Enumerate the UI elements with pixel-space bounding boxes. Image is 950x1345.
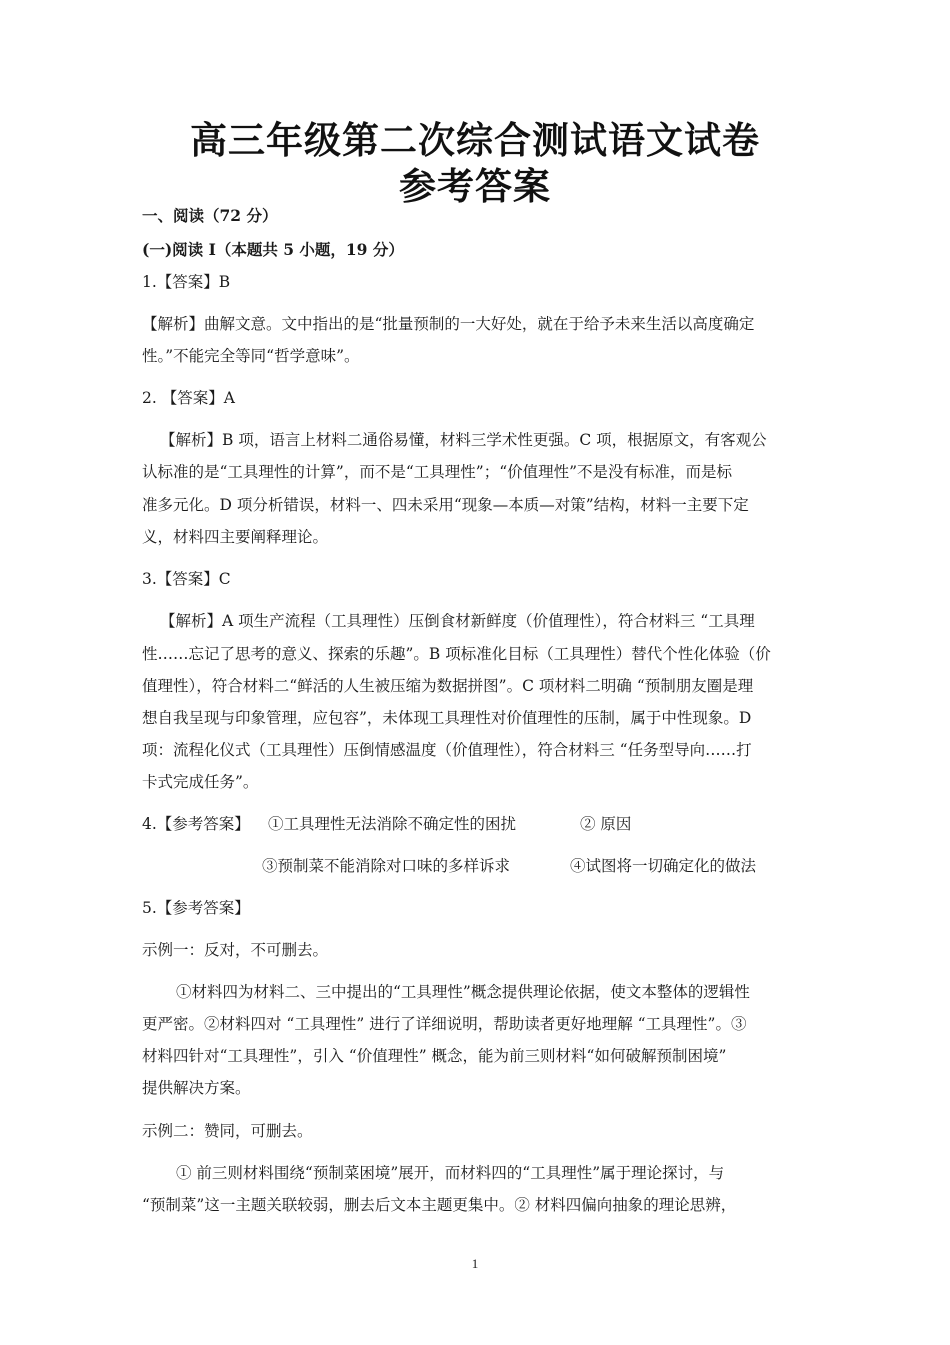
q3-analysis-line: 卡式完成任务”。 [142, 773, 259, 791]
q5-example-line: ①材料四为材料二、三中提出的“工具理性”概念提供理论依据，使文本整体的逻辑性 [176, 983, 750, 1001]
q3-analysis-line: 项：流程化仪式（工具理性）压倒情感温度（价值理性），符合材料三 “任务型导向……打 [142, 741, 752, 759]
q1-analysis-line: 【解析】曲解文意。文中指出的是“批量预制的一大好处，就在于给予未来生活以高度确定 [142, 315, 755, 333]
q5-example-line: 更严密。②材料四对 “工具理性” 进行了详细说明，帮助读者更好地理解 “工具理性”。③ [142, 1015, 747, 1033]
q5-example-line: ① 前三则材料围绕“预制菜困境”展开，而材料四的“工具理性”属于理论探讨，与 [176, 1164, 725, 1182]
document-subtitle: 参考答案 [399, 164, 551, 208]
q4-item: ② 原因 [580, 815, 632, 833]
q3-analysis-line: 性……忘记了思考的意义、探索的乐趣”。B 项标准化目标（工具理性）替代个性化体验（价 [142, 645, 771, 663]
q4-item: ③预制菜不能消除对口味的多样诉求 [262, 857, 511, 875]
q2-analysis-line: 【解析】B 项，语言上材料二通俗易懂，材料三学术性更强。C 项，根据原文，有客观公 [160, 431, 767, 449]
q2-analysis-line: 准多元化。D 项分析错误，材料一、四未采用“现象—本质—对策”结构，材料一主要下定 [142, 496, 749, 514]
q5-example-line: “预制菜”这一主题关联较弱，删去后文本主题更集中。② 材料四偏向抽象的理论思辨， [142, 1196, 737, 1214]
q1-answer: 1.【答案】B [142, 273, 231, 291]
q5-example-title: 示例一：反对，不可删去。 [142, 941, 329, 959]
document-title: 高三年级第二次综合测试语文试卷 [190, 118, 760, 162]
q5-example-line: 材料四针对“工具理性”，引入 “价值理性” 概念，能为前三则材料“如何破解预制困境” [142, 1047, 727, 1065]
section-heading: 一、阅读（72 分） [142, 206, 278, 225]
subsection-heading: (一)阅读 I（本题共 5 小题，19 分） [142, 240, 404, 259]
page-number: 1 [471, 1256, 479, 1271]
q4-item: ④试图将一切确定化的做法 [570, 857, 757, 875]
q5-example-title: 示例二：赞同，可删去。 [142, 1122, 313, 1140]
q3-analysis-line: 想自我呈现与印象管理，应包容”，未体现工具理性对价值理性的压制，属于中性现象。D [142, 709, 752, 727]
q5-label: 5.【参考答案】 [142, 899, 250, 917]
q4-item: ①工具理性无法消除不确定性的困扰 [268, 815, 517, 833]
q4-label: 4.【参考答案】 [142, 815, 250, 833]
q3-analysis-line: 【解析】A 项生产流程（工具理性）压倒食材新鲜度（价值理性），符合材料三 “工具理 [160, 612, 755, 630]
q1-analysis-line: 性。”不能完全等同“哲学意味”。 [142, 347, 360, 365]
q3-answer: 3.【答案】C [142, 570, 231, 588]
q2-analysis-line: 认标准的是“工具理性的计算”，而不是“工具理性”；“价值理性”不是没有标准，而是标 [142, 463, 733, 481]
q2-analysis-line: 义，材料四主要阐释理论。 [142, 528, 329, 546]
q3-analysis-line: 值理性），符合材料二“鲜活的人生被压缩为数据拼图”。C 项材料二明确 “预制朋友圈是理 [142, 677, 754, 695]
q2-answer: 2. 【答案】A [142, 389, 235, 407]
q5-example-line: 提供解决方案。 [142, 1079, 251, 1097]
